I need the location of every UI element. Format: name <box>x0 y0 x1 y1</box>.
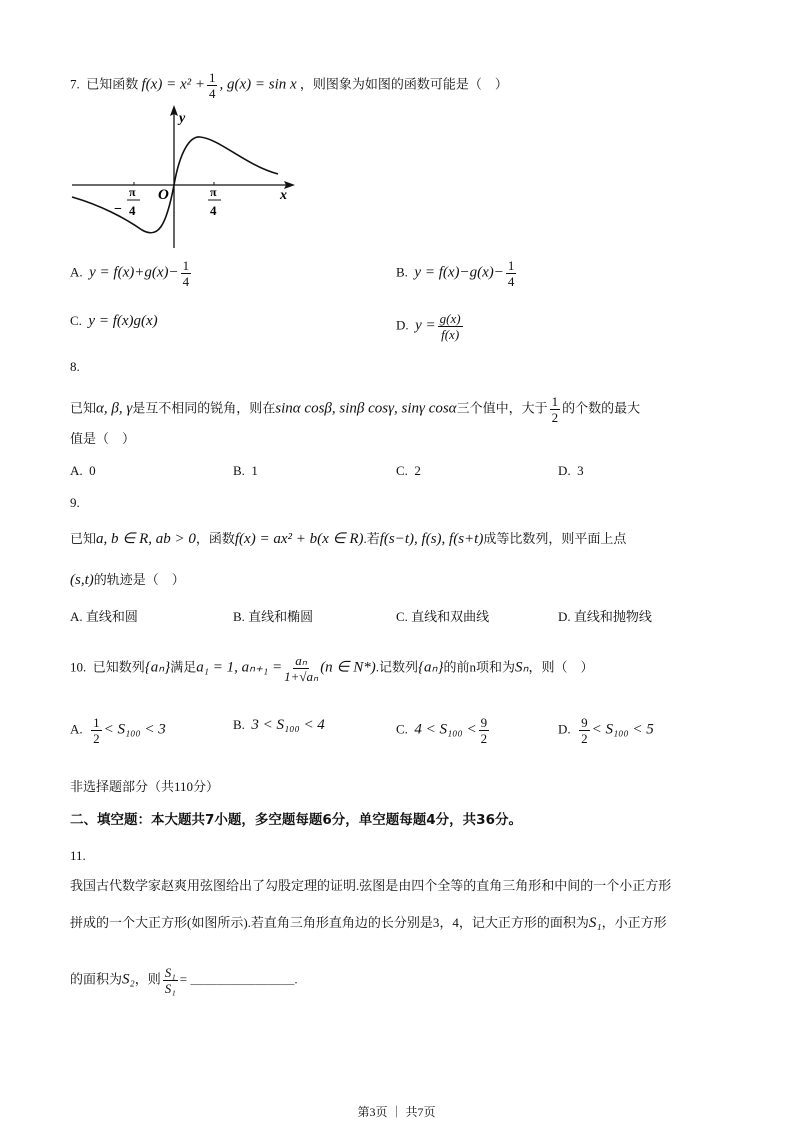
option-label: A. <box>70 463 83 478</box>
option-label: A. <box>70 721 83 737</box>
option-a[interactable] <box>70 258 193 289</box>
text: 已知函数 <box>86 76 139 92</box>
option-label: D. <box>558 721 571 737</box>
math: (n ∈ N*) <box>320 659 376 676</box>
text: 拼成的一个大正方形(如图所示).若直角三角形直角边的长分别是3，4，记大正方形的面积为 <box>70 915 589 930</box>
text: 的前n项和为 <box>443 659 516 675</box>
fraction <box>163 965 178 996</box>
text: 三个值中，大于 <box>456 400 548 416</box>
question-number: 7. <box>70 76 80 92</box>
math: (s,t) <box>70 572 94 588</box>
fraction <box>207 70 218 101</box>
math: y = f(x)+g(x)− <box>89 264 179 281</box>
equals: = <box>179 971 188 987</box>
page-footer: 第3页 ｜ 共7页 <box>357 1105 436 1119</box>
origin-label: O <box>158 187 169 203</box>
x-label: x <box>280 188 287 203</box>
option-b[interactable] <box>233 461 258 481</box>
math: y = f(x)g(x) <box>88 313 158 329</box>
denominator: S₁ <box>164 981 176 996</box>
option-text: 2 <box>414 463 421 478</box>
math: y = f(x)−g(x)− <box>414 264 504 281</box>
text: .若 <box>363 531 380 546</box>
denominator: 4 <box>182 274 190 289</box>
option-label: A. <box>70 264 83 280</box>
math: S₁ <box>588 915 602 931</box>
math: f(s−t), f(s), f(s+t) <box>379 531 484 547</box>
fraction <box>550 394 561 425</box>
fraction <box>91 715 102 746</box>
math: S₂ <box>122 971 135 988</box>
option-label: C. <box>396 463 408 478</box>
text: 满足 <box>170 659 197 675</box>
denominator: 4 <box>507 274 515 289</box>
fraction <box>181 258 192 289</box>
math: f(x) = ax² + b(x ∈ R) <box>234 531 364 547</box>
minus: − <box>114 202 122 217</box>
text: 已知 <box>70 531 97 546</box>
option-b[interactable]: B. 直线和椭圆 <box>233 609 314 624</box>
option-label: B. <box>233 717 245 732</box>
option-d[interactable] <box>558 715 654 746</box>
denominator: 2 <box>551 410 559 425</box>
option-d[interactable] <box>396 311 465 342</box>
numerator: 9 <box>480 715 488 730</box>
question-10-stem <box>70 653 594 684</box>
fraction <box>284 653 318 684</box>
numerator: S₁ <box>164 965 176 980</box>
numerator: 1 <box>182 258 190 273</box>
math: sinα cosβ, sinβ cosγ, sinγ cosα <box>275 400 457 417</box>
option-c[interactable] <box>70 311 158 331</box>
option-b[interactable] <box>233 715 325 735</box>
option-label: B. <box>233 463 245 478</box>
question-11-stem: 我国古代数学家赵爽用弦图给出了勾股定理的证明.弦图是由四个全等的直角三角形和中间的一个小正方形 <box>70 878 672 893</box>
denominator: 2 <box>480 731 488 746</box>
question-11-stem-cont <box>70 913 667 933</box>
math: , g(x) = sin x <box>219 76 297 93</box>
tick-label-pi: π <box>210 185 217 199</box>
numerator: 1 <box>93 715 100 730</box>
question-9-stem <box>70 529 626 549</box>
text: 的面积为 <box>70 971 123 987</box>
tick-label-pi: π <box>129 185 136 199</box>
fraction <box>579 715 590 746</box>
text: ，则图象为如图的函数可能是（ ） <box>299 76 508 92</box>
text: 成等比数列，则平面上点 <box>483 531 627 546</box>
option-c[interactable] <box>396 715 491 746</box>
option-text: 1 <box>251 463 258 478</box>
option-label: C. <box>70 313 82 328</box>
question-9-stem-cont <box>70 570 185 590</box>
tick-label-4: 4 <box>210 203 217 218</box>
y-label: y <box>179 111 186 126</box>
math: < S₁₀₀ < 5 <box>591 721 654 738</box>
option-text: 0 <box>89 463 96 478</box>
text: ，则 <box>134 971 161 987</box>
denominator: 1+√aₙ <box>284 669 319 684</box>
option-label: D. <box>396 317 409 333</box>
option-c[interactable]: C. 直线和双曲线 <box>396 609 490 624</box>
function-graph <box>70 103 295 253</box>
fraction <box>438 311 463 342</box>
option-text: 3 <box>577 463 584 478</box>
option-label: D. <box>558 463 571 478</box>
section-subtitle: 非选择题部分（共110分） <box>70 779 220 794</box>
section-heading: 二、填空题：本大题共7小题，多空题每题6分，单空题每题4分，共36分。 <box>70 812 522 828</box>
math: 3 < S₁₀₀ < 4 <box>251 717 325 733</box>
numerator: 1 <box>551 394 559 409</box>
fraction <box>479 715 490 746</box>
numerator: aₙ <box>295 653 307 668</box>
denominator: 4 <box>208 86 216 101</box>
math: a, b ∈ R, ab > 0 <box>96 531 196 547</box>
math: f(x) = x² + <box>141 76 205 93</box>
math: {aₙ} <box>418 659 444 676</box>
option-d[interactable] <box>558 461 584 481</box>
question-8-stem <box>70 394 640 425</box>
option-label: C. <box>396 721 408 737</box>
question-8-stem-cont: 值是（ ） <box>70 431 136 446</box>
question-7-stem <box>70 70 508 101</box>
tick-label-4: 4 <box>129 203 136 218</box>
math: < S₁₀₀ < 3 <box>103 721 166 738</box>
math: a₁ = 1, aₙ₊₁ = <box>196 659 283 676</box>
math: Sₙ <box>515 659 529 676</box>
question-number: 8. <box>70 359 80 374</box>
math: {aₙ} <box>144 659 171 676</box>
question-11-stem-end <box>70 965 298 996</box>
numerator: g(x) <box>439 311 461 326</box>
option-c[interactable] <box>396 461 421 481</box>
option-d[interactable]: D. 直线和抛物线 <box>558 609 652 624</box>
text: 的个数的最大 <box>562 400 641 416</box>
fraction <box>506 258 517 289</box>
math: y = <box>415 317 436 334</box>
numerator: 9 <box>581 715 588 730</box>
text: 的轨迹是（ ） <box>93 572 185 587</box>
math: α, β, γ <box>96 400 133 417</box>
option-a[interactable] <box>70 715 166 746</box>
option-a[interactable]: A. 直线和圆 <box>70 609 138 624</box>
text: ，函数 <box>195 531 235 546</box>
numerator: 1 <box>208 70 216 85</box>
text: ，则（ ） <box>528 659 594 675</box>
text: 已知 <box>70 400 97 416</box>
question-number: 10. <box>70 659 87 675</box>
option-label: B. <box>396 264 408 280</box>
text: ，小正方形 <box>601 915 667 930</box>
math: 4 < S₁₀₀ < <box>414 721 477 738</box>
question-number: 11. <box>70 848 86 863</box>
denominator: f(x) <box>441 327 460 342</box>
text: 已知数列 <box>92 659 145 675</box>
option-a[interactable] <box>70 461 96 481</box>
denominator: 2 <box>93 731 100 746</box>
option-b[interactable] <box>396 258 518 289</box>
denominator: 2 <box>581 731 588 746</box>
text: .记数列 <box>375 659 419 675</box>
text: 是互不相同的锐角，则在 <box>132 400 276 416</box>
question-number: 9. <box>70 495 80 510</box>
text: . <box>294 971 298 987</box>
numerator: 1 <box>507 258 515 273</box>
answer-blank[interactable]: ＿＿＿＿＿＿＿＿ <box>190 971 295 987</box>
